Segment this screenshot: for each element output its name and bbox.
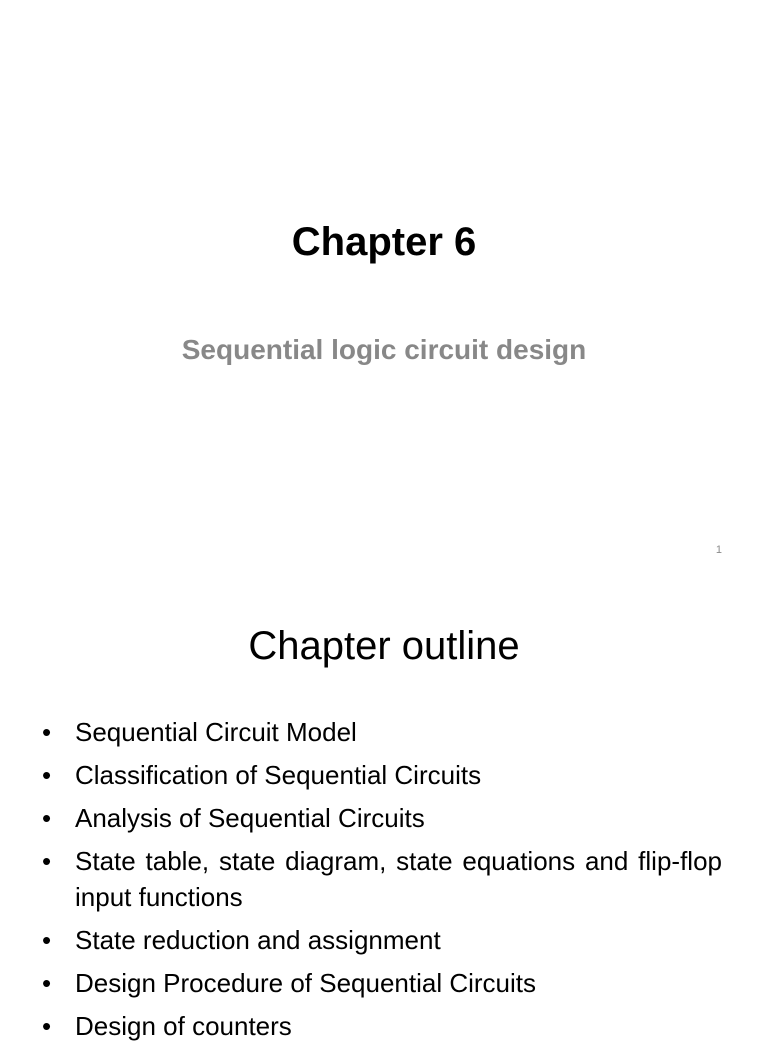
outline-title: Chapter outline (248, 624, 520, 668)
outline-slide (0, 576, 768, 1041)
list-item-text: Analysis of Sequential Circuits (75, 803, 425, 833)
bullet-icon: • (42, 1011, 52, 1041)
bullet-icon: • (42, 717, 52, 747)
list-item (40, 922, 722, 958)
outline-list (40, 714, 722, 1051)
list-item (40, 800, 722, 836)
list-item-text: State table, state diagram, state equations and flip-flop input functions (75, 846, 722, 912)
list-item-text: Classification of Sequential Circuits (75, 760, 482, 790)
list-item-text: Design Procedure of Sequential Circuits (75, 968, 537, 998)
slide-title: Chapter 6 (291, 220, 477, 264)
bullet-icon: • (42, 968, 52, 998)
list-item-text: State reduction and assignment (75, 925, 441, 955)
bullet-icon: • (42, 760, 52, 790)
slide-number: 1 (715, 544, 722, 556)
list-item (40, 1008, 722, 1044)
list-item-text: Sequential Circuit Model (75, 717, 357, 747)
list-item (40, 714, 722, 750)
list-item (40, 965, 722, 1001)
slide-subtitle: Sequential logic circuit design (181, 334, 587, 365)
list-item-text: Design of counters (75, 1011, 292, 1041)
list-item (40, 757, 722, 793)
list-item (40, 843, 722, 915)
bullet-icon: • (42, 803, 52, 833)
bullet-icon: • (42, 925, 52, 955)
bullet-icon: • (42, 846, 52, 876)
